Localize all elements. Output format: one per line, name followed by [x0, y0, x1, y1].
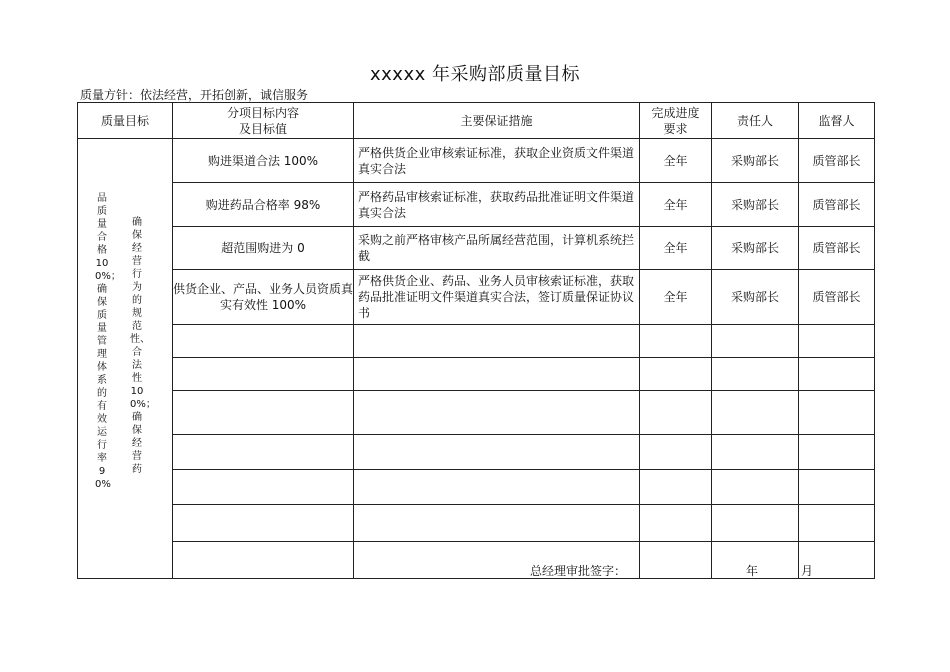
quality-goals-table — [77, 102, 875, 579]
empty-row — [78, 435, 875, 470]
header-content — [173, 103, 354, 139]
empty-cell — [640, 435, 712, 470]
empty-cell — [173, 542, 354, 579]
empty-cell — [354, 505, 640, 542]
goal-text-column-2: 确保经营行为的规范性、合法性100%；确保经营药 — [130, 217, 156, 475]
empty-row — [78, 358, 875, 391]
empty-cell — [712, 505, 799, 542]
header-responsible: 责任人 — [712, 103, 799, 139]
empty-cell — [640, 391, 712, 435]
empty-cell — [173, 470, 354, 505]
row-supervisor: 质管部长 — [799, 183, 875, 227]
row-responsible: 采购部长 — [712, 227, 799, 270]
row-progress: 全年 — [640, 227, 712, 270]
row-progress: 全年 — [640, 183, 712, 227]
empty-cell — [799, 325, 875, 358]
row-measure: 采购之前严格审核产品所属经营范围，计算机系统拦截 — [354, 227, 640, 270]
row-measure: 严格供货企业、药品、业务人员审核索证标准，获取药品批准证明文件渠道真实合法，签订质量保证协议书 — [354, 270, 640, 325]
goal-cell — [78, 139, 173, 579]
header-measures: 主要保证措施 — [354, 103, 640, 139]
row-progress: 全年 — [640, 139, 712, 183]
empty-cell — [712, 470, 799, 505]
empty-cell — [640, 325, 712, 358]
table-row — [78, 270, 875, 325]
header-progress — [640, 103, 712, 139]
empty-row — [78, 325, 875, 358]
approval-signature-label: 总经理审批签字： — [530, 564, 627, 578]
row-supervisor: 质管部长 — [799, 270, 875, 325]
row-responsible: 采购部长 — [712, 270, 799, 325]
empty-cell — [173, 505, 354, 542]
row-responsible: 采购部长 — [712, 139, 799, 183]
empty-cell — [354, 325, 640, 358]
empty-cell — [173, 435, 354, 470]
header-goal: 质量目标 — [78, 103, 173, 139]
row-content: 超范围购进为 0 — [173, 227, 354, 270]
table-header-row — [78, 103, 875, 139]
empty-cell — [799, 435, 875, 470]
quality-policy: 质量方针：依法经营，开拓创新，诚信服务 — [80, 88, 309, 102]
document-title: xxxxx 年采购部质量目标 — [370, 64, 580, 85]
empty-cell — [354, 391, 640, 435]
row-measure: 严格供货企业审核索证标准，获取企业资质文件渠道真实合法 — [354, 139, 640, 183]
row-progress: 全年 — [640, 270, 712, 325]
empty-cell — [799, 358, 875, 391]
empty-cell — [354, 435, 640, 470]
row-measure: 严格药品审核索证标准，获取药品批准证明文件渠道真实合法 — [354, 183, 640, 227]
table-row — [78, 227, 875, 270]
header-content-line1: 分项目标内容 — [226, 105, 299, 120]
row-responsible: 采购部长 — [712, 183, 799, 227]
empty-cell — [173, 391, 354, 435]
table-row — [78, 183, 875, 227]
empty-cell — [799, 391, 875, 435]
row-supervisor: 质管部长 — [799, 227, 875, 270]
empty-cell — [640, 542, 712, 579]
goal-text-column-1: 品质量合格100%；确保质量管理体系的有效运行率90% — [95, 193, 121, 490]
row-supervisor: 质管部长 — [799, 139, 875, 183]
empty-cell — [712, 391, 799, 435]
empty-cell — [173, 325, 354, 358]
empty-cell — [640, 470, 712, 505]
empty-cell — [640, 358, 712, 391]
row-content: 供货企业、产品、业务人员资质真实有效性 100% — [173, 270, 354, 325]
row-content: 购进渠道合法 100% — [173, 139, 354, 183]
empty-cell — [173, 358, 354, 391]
empty-cell — [354, 470, 640, 505]
empty-cell — [712, 358, 799, 391]
month-label: 月 — [801, 564, 814, 578]
table-row — [78, 139, 875, 183]
empty-row — [78, 505, 875, 542]
empty-row — [78, 391, 875, 435]
header-progress-line2: 要求 — [663, 121, 688, 136]
row-content: 购进药品合格率 98% — [173, 183, 354, 227]
empty-cell — [640, 505, 712, 542]
empty-cell — [712, 435, 799, 470]
empty-cell — [799, 470, 875, 505]
year-label: 年 — [746, 564, 759, 578]
empty-cell — [799, 505, 875, 542]
header-supervisor: 监督人 — [799, 103, 875, 139]
header-progress-line1: 完成进度 — [651, 105, 700, 120]
header-content-line2: 及目标值 — [238, 121, 287, 136]
empty-row — [78, 470, 875, 505]
empty-cell — [712, 325, 799, 358]
empty-cell — [354, 358, 640, 391]
